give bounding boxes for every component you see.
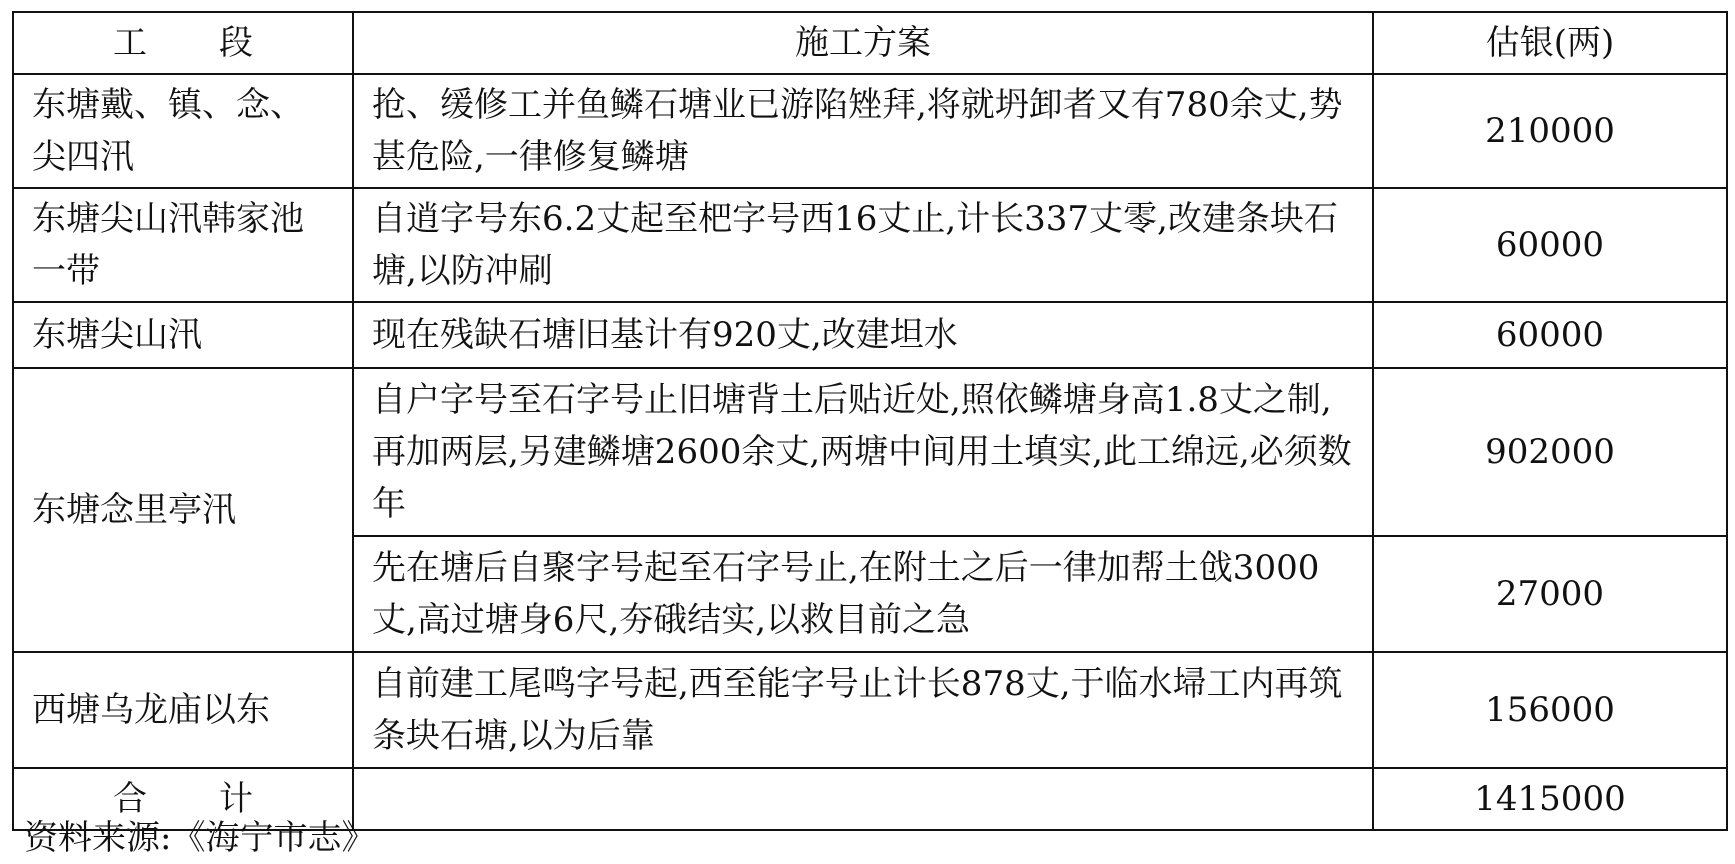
total-plan-cell — [353, 768, 1373, 830]
total-amount-cell: 1415000 — [1373, 768, 1727, 830]
segment-cell: 东塘尖山汛韩家池一带 — [13, 188, 353, 302]
amount-cell: 60000 — [1373, 302, 1727, 368]
segment-cell-merged: 东塘念里亭汛 — [13, 368, 353, 652]
table-row — [13, 74, 1727, 188]
amount-cell: 902000 — [1373, 368, 1727, 536]
plan-cell: 抢、缓修工并鱼鳞石塘业已游陷矬拜,将就坍卸者又有780余丈,势甚危险,一律修复鳞塘 — [353, 74, 1373, 188]
amount-cell: 156000 — [1373, 652, 1727, 768]
amount-cell: 60000 — [1373, 188, 1727, 302]
segment-cell: 西塘乌龙庙以东 — [13, 652, 353, 768]
segment-cell: 东塘戴、镇、念、尖四汛 — [13, 74, 353, 188]
plan-cell: 自逍字号东6.2丈起至杷字号西16丈止,计长337丈零,改建条块石塘,以防冲刷 — [353, 188, 1373, 302]
header-amount: 估银(两) — [1373, 12, 1727, 74]
plan-cell: 自户字号至石字号止旧塘背土后贴近处,照依鳞塘身高1.8丈之制,再加两层,另建鳞塘2600余丈,两塘中间用土填实,此工绵远,必须数年 — [353, 368, 1373, 536]
segment-cell: 东塘尖山汛 — [13, 302, 353, 368]
table-row — [13, 188, 1727, 302]
header-plan: 施工方案 — [353, 12, 1373, 74]
source-footnote: 资料来源:《海宁市志》 — [24, 818, 376, 858]
amount-cell: 27000 — [1373, 536, 1727, 652]
table-row — [13, 652, 1727, 768]
amount-cell: 210000 — [1373, 74, 1727, 188]
header-segment: 工 段 — [13, 12, 353, 74]
construction-plan-table — [12, 11, 1728, 831]
plan-cell: 先在塘后自聚字号起至石字号止,在附土之后一律加帮土戗3000丈,高过塘身6尺,夯硪结实,以救目前之急 — [353, 536, 1373, 652]
table-header-row — [13, 12, 1727, 74]
total-label-cell: 合 计 — [13, 768, 353, 830]
plan-cell: 现在残缺石塘旧基计有920丈,改建坦水 — [353, 302, 1373, 368]
table-row — [13, 368, 1727, 536]
table-row — [13, 302, 1727, 368]
plan-cell: 自前建工尾鸣字号起,西至能字号止计长878丈,于临水埽工内再筑条块石塘,以为后靠 — [353, 652, 1373, 768]
